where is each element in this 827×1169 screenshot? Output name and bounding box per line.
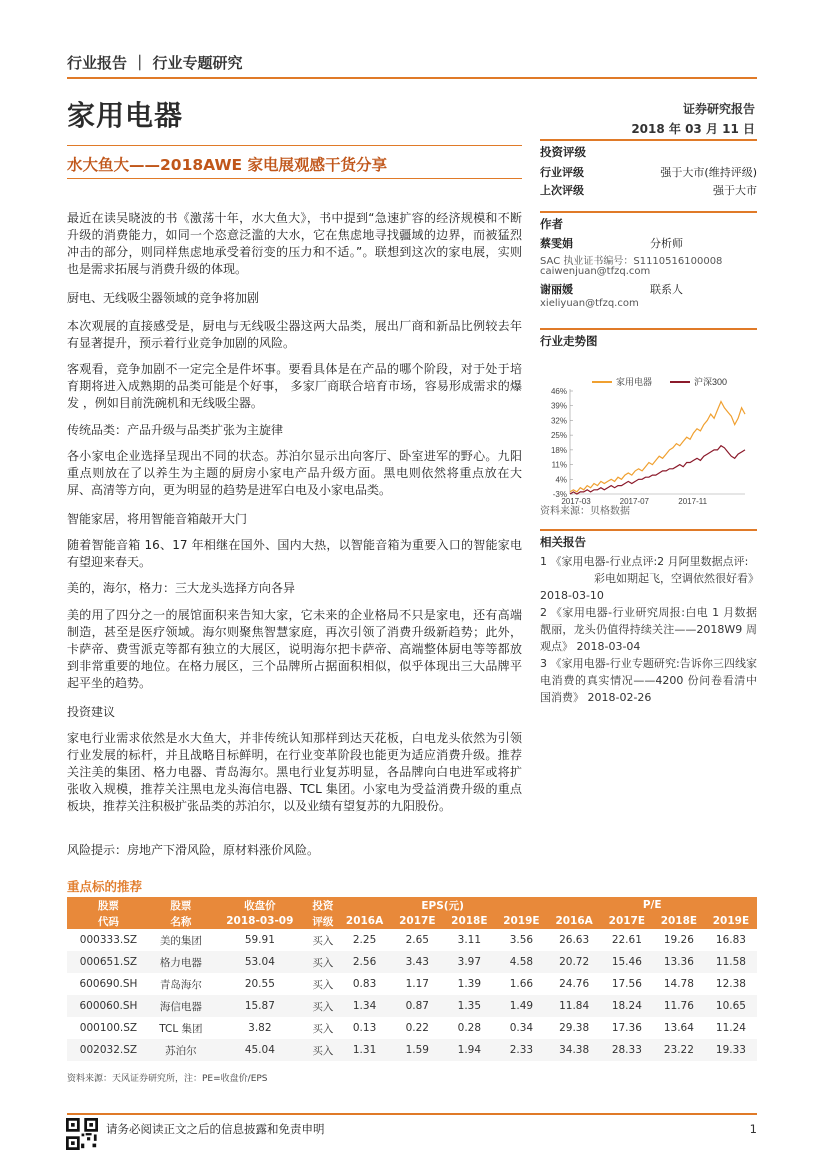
page-number: 1 bbox=[749, 1122, 757, 1136]
trend-chart bbox=[540, 351, 757, 506]
table-cell: 13.64 bbox=[663, 1022, 694, 1034]
section-traditional-p1: 各小家电企业选择呈现出不同的状态。苏泊尔显示出向客厅、卧室进军的野心。九阳重点则放在了以养生为主题的厨房小家电产品升级方面。黑电则依然将重点放在大屏、高清等方向，更为明显的趋势是进军白电及小家电品类。 bbox=[67, 449, 522, 497]
section-heading-leaders: 美的，海尔，格力：三大龙头选择方向各异 bbox=[67, 581, 296, 595]
table-cell: 2.65 bbox=[405, 934, 429, 946]
y-tick-label: 46% bbox=[550, 387, 567, 396]
section-heading-investment: 投资建议 bbox=[67, 705, 116, 719]
related-report-1-date: 2018-03-10 bbox=[540, 589, 604, 602]
table-cell: 海信电器 bbox=[150, 995, 212, 1017]
header-name: 名称 bbox=[150, 913, 212, 929]
table-row bbox=[67, 973, 757, 995]
table-cell: TCL 集团 bbox=[159, 1022, 203, 1035]
section-kitchen-p1: 本次观展的直接感受是，厨电与无线吸尘器这两大品类，展出厂商和新品比例较去年有显著提升，预示着行业竞争加剧的风险。 bbox=[67, 319, 522, 350]
author2-email[interactable]: xieliyuan@tfzq.com bbox=[540, 298, 639, 309]
table-cell: 3.82 bbox=[248, 1022, 272, 1034]
y-tick-label: 18% bbox=[550, 445, 567, 455]
table-cell: 15.87 bbox=[212, 995, 308, 1017]
table-cell: 12.38 bbox=[715, 978, 746, 990]
header-year: 2018E bbox=[653, 913, 705, 929]
author1-role: 分析师 bbox=[650, 237, 683, 250]
table-cell: 0.34 bbox=[509, 1022, 534, 1034]
table-cell: 20.72 bbox=[547, 951, 600, 973]
recommendation-table bbox=[67, 897, 757, 1061]
table-cell: 20.55 bbox=[244, 978, 275, 990]
table-cell: 0.22 bbox=[405, 1022, 429, 1034]
y-tick-label: 11% bbox=[551, 460, 567, 470]
header-stock-name: 股票 bbox=[150, 897, 212, 913]
report-title: 水大鱼大——2018AWE 家电展观感干货分享 bbox=[67, 156, 388, 174]
table-cell: 0.87 bbox=[391, 995, 443, 1017]
table-cell: 1.49 bbox=[495, 995, 547, 1017]
trend-box bbox=[540, 328, 757, 517]
table-cell: 0.28 bbox=[457, 1022, 482, 1034]
author-heading: 作者 bbox=[540, 211, 757, 232]
table-cell: 000100.SZ bbox=[79, 1022, 138, 1034]
section-investment-p1: 家电行业需求依然是水大鱼大，并非传统认知那样到达天花板，白电龙头依然为引领行业发展的标杆，并且战略目标鲜明，在行业变革阶段也能更为适应消费升级。推荐关注美的集团、格力电器、青岛海尔。黑电行业复苏明显，各品牌向白电进军或将扩张收入规模，推荐关注黑电龙头海信电器、TCL 集团。小家电为受益消费升级的重点板块，推荐关注积极扩张品类的苏泊尔，以及业绩有望复苏的九阳股份。 bbox=[67, 731, 522, 813]
related-report-1-sub[interactable]: 彩电如期起飞，空调依然很好看》 bbox=[594, 572, 759, 585]
section-heading-smart-home: 智能家居，将用智能音箱敲开大门 bbox=[67, 512, 248, 526]
table-cell: 24.76 bbox=[559, 978, 590, 990]
section-heading-traditional: 传统品类：产品升级与品类扩张为主旋律 bbox=[67, 423, 284, 437]
author1-name: 蔡雯娟 bbox=[540, 237, 573, 250]
intro-paragraph: 最近在读吴晓波的书《激荡十年，水大鱼大》，书中提到“急速扩容的经济规模和不断升级的消费能力，如同一个恣意泛滥的大水，它在焦虑地寻找疆域的边界，而被猛烈冲击的部分，则同样焦虑地承受着衍变的压力和不适。”。联想到这次的家电展，实则也是需求拓展与消费升级的体现。 bbox=[67, 211, 522, 276]
title-divider-top bbox=[67, 145, 522, 146]
table-cell: 1.34 bbox=[338, 995, 391, 1017]
table-cell: 53.04 bbox=[212, 951, 308, 973]
related-heading: 相关报告 bbox=[540, 529, 757, 550]
x-tick-label: 2017-11 bbox=[678, 497, 708, 506]
related-report-1[interactable]: 1 《家用电器-行业点评:2 月阿里数据点评: bbox=[540, 555, 749, 568]
table-cell: 002032.SZ bbox=[67, 1039, 150, 1061]
report-date: 2018 年 03 月 11 日 bbox=[631, 122, 755, 136]
table-cell: 000651.SZ bbox=[67, 951, 150, 973]
author2-name: 谢丽媛 bbox=[540, 283, 573, 296]
table-cell: 2.56 bbox=[338, 951, 391, 973]
table-cell: 2.25 bbox=[352, 934, 377, 946]
table-cell: 4.58 bbox=[495, 951, 547, 973]
table-row bbox=[67, 1039, 757, 1061]
header-year: 2019E bbox=[495, 913, 547, 929]
table-cell: 59.91 bbox=[244, 934, 275, 946]
qr-code-icon bbox=[66, 1118, 98, 1150]
table-header-row-2 bbox=[67, 913, 757, 929]
related-report-3[interactable]: 3 《家用电器-行业专题研究:告诉你三四线家电消费的真实情况——4200 份问卷看清中国消费》 2018-02-26 bbox=[540, 657, 757, 704]
table-source: 资料来源：天风证券研究所，注：PE=收盘价/EPS bbox=[67, 1074, 268, 1084]
table-cell: 买入 bbox=[308, 995, 338, 1017]
table-cell: 18.24 bbox=[601, 995, 653, 1017]
table-cell: 13.36 bbox=[653, 951, 705, 973]
table-cell: 1.31 bbox=[338, 1039, 391, 1061]
title-divider-bottom bbox=[67, 178, 522, 179]
header-rating-2: 评级 bbox=[308, 913, 338, 929]
table-cell: 0.13 bbox=[352, 1022, 377, 1034]
section-smart-home-p1: 随着智能音箱 16、17 年相继在国外、国内大热，以智能音箱为重要入口的智能家电有望迎来春天。 bbox=[67, 538, 522, 569]
industry-rating-label: 行业评级 bbox=[540, 166, 584, 179]
y-tick-label: 32% bbox=[550, 416, 567, 426]
y-tick-label: 25% bbox=[550, 431, 567, 441]
header-code: 代码 bbox=[67, 913, 150, 929]
header-divider bbox=[67, 77, 757, 79]
table-cell: 青岛海尔 bbox=[159, 978, 202, 991]
header-year: 2019E bbox=[705, 913, 757, 929]
related-report-2[interactable]: 2 《家用电器-行业研究周报:白电 1 月数据靓丽，龙头仍值得持续关注——2018W9 周观点》 2018-03-04 bbox=[540, 606, 757, 653]
x-tick-label: 2017-07 bbox=[619, 497, 650, 506]
table-cell: 11.24 bbox=[715, 1022, 746, 1034]
header-year: 2018E bbox=[443, 913, 495, 929]
table-cell: 3.56 bbox=[509, 934, 534, 946]
table-cell: 34.38 bbox=[547, 1039, 600, 1061]
author1-cert: SAC 执业证书编号：S1110516100008 bbox=[540, 256, 723, 267]
industry-rating-value: 强于大市(维持评级) bbox=[660, 166, 757, 179]
table-row bbox=[67, 951, 757, 973]
section-leaders-p1: 美的用了四分之一的展馆面积来告知大家，它未来的企业格局不只是家电，还有高端制造，甚至是医疗领域。海尔则聚焦智慧家庭，再次引领了消费升级新趋势；此外，卡萨帝、费雪派克等都有独立的大展区，说明海尔把卡萨帝、高端整体厨电等等都放到非常重要的地位。在格力展区，三个品牌所占据面积相似，似乎体现出三大品牌平起平坐的趋势。 bbox=[67, 608, 522, 690]
table-cell: 买入 bbox=[308, 1039, 338, 1061]
header-year: 2017E bbox=[601, 913, 653, 929]
table-cell: 1.94 bbox=[443, 1039, 495, 1061]
table-cell: 1.39 bbox=[457, 978, 482, 990]
sector-title: 家用电器 bbox=[67, 99, 184, 132]
table-cell: 2.33 bbox=[495, 1039, 547, 1061]
table-cell: 000333.SZ bbox=[79, 934, 138, 946]
header-pe: P/E bbox=[547, 897, 757, 913]
table-cell: 17.36 bbox=[611, 1022, 642, 1034]
table-cell: 苏泊尔 bbox=[150, 1039, 212, 1061]
table-cell: 11.58 bbox=[705, 951, 757, 973]
table-cell: 26.63 bbox=[559, 934, 590, 946]
author1-email[interactable]: caiwenjuan@tfzq.com bbox=[540, 266, 651, 277]
table-cell: 19.26 bbox=[663, 934, 694, 946]
table-cell: 买入 bbox=[312, 1022, 334, 1035]
header-year: 2016A bbox=[338, 913, 391, 929]
table-cell: 45.04 bbox=[212, 1039, 308, 1061]
table-cell: 14.78 bbox=[663, 978, 694, 990]
table-cell: 11.84 bbox=[547, 995, 600, 1017]
table-cell: 3.97 bbox=[443, 951, 495, 973]
header-stock: 股票 bbox=[67, 897, 150, 913]
table-cell: 22.61 bbox=[611, 934, 642, 946]
trend-heading: 行业走势图 bbox=[540, 328, 757, 349]
table-header-row-1 bbox=[67, 897, 757, 913]
table-cell: 买入 bbox=[312, 934, 334, 947]
table-cell: 美的集团 bbox=[159, 934, 202, 947]
table-row bbox=[67, 929, 757, 951]
y-tick-label: 39% bbox=[550, 401, 567, 411]
header-rating: 投资 bbox=[308, 897, 338, 913]
x-tick-label: 2017-03 bbox=[561, 497, 591, 506]
header-date: 2018-03-09 bbox=[212, 913, 308, 929]
author2-role: 联系人 bbox=[650, 283, 683, 296]
table-cell: 10.65 bbox=[705, 995, 757, 1017]
table-cell: 3.11 bbox=[457, 934, 482, 946]
rating-heading: 投资评级 bbox=[540, 139, 757, 160]
table-cell: 1.59 bbox=[391, 1039, 443, 1061]
author-box bbox=[540, 211, 757, 312]
table-cell: 28.33 bbox=[601, 1039, 653, 1061]
series-line-hs300 bbox=[570, 446, 745, 494]
header-price: 收盘价 bbox=[212, 897, 308, 913]
table-cell: 买入 bbox=[308, 951, 338, 973]
related-reports bbox=[540, 529, 757, 706]
table-cell: 买入 bbox=[312, 978, 334, 991]
last-rating-value: 强于大市 bbox=[713, 184, 757, 197]
table-cell: 15.46 bbox=[601, 951, 653, 973]
table-cell: 23.22 bbox=[653, 1039, 705, 1061]
y-tick-label: -3% bbox=[552, 490, 567, 499]
table-cell: 1.66 bbox=[509, 978, 534, 990]
table-row bbox=[67, 995, 757, 1017]
table-cell: 19.33 bbox=[705, 1039, 757, 1061]
legend-label: 家用电器 bbox=[616, 377, 653, 387]
y-tick-label: 4% bbox=[555, 475, 567, 485]
table-cell: 600060.SH bbox=[67, 995, 150, 1017]
table-cell: 600690.SH bbox=[79, 978, 138, 990]
table-title: 重点标的推荐 bbox=[67, 879, 143, 894]
chart-source: 资料来源：贝格数据 bbox=[540, 506, 630, 517]
series-line-home-appliance bbox=[570, 402, 745, 492]
header-year: 2016A bbox=[547, 913, 600, 929]
table-cell: 29.38 bbox=[559, 1022, 590, 1034]
last-rating-label: 上次评级 bbox=[540, 184, 584, 197]
section-kitchen-p2: 客观看，竞争加剧不一定完全是件坏事。要看具体是在产品的哪个阶段，对于处于培育期将进入成熟期的品类可能是个好事， 多家厂商联合培育市场，容易形成需求的爆发 ，例如目前洗碗机和无线吸尘器。 bbox=[67, 362, 522, 410]
legend-label: 沪深300 bbox=[694, 377, 728, 387]
report-type: 行业报告 ｜ 行业专题研究 bbox=[67, 54, 243, 72]
header-eps: EPS(元) bbox=[338, 897, 548, 913]
table-cell: 17.56 bbox=[611, 978, 642, 990]
table-cell: 16.83 bbox=[715, 934, 746, 946]
table-cell: 11.76 bbox=[653, 995, 705, 1017]
section-heading-kitchen: 厨电、无线吸尘器领域的竞争将加剧 bbox=[67, 291, 260, 305]
footer-divider bbox=[67, 1113, 757, 1115]
table-row bbox=[67, 1017, 757, 1039]
rating-box bbox=[540, 139, 757, 200]
header-year: 2017E bbox=[391, 913, 443, 929]
risk-warning: 风险提示：房地产下滑风险，原材料涨价风险。 bbox=[67, 843, 320, 857]
table-cell: 3.43 bbox=[391, 951, 443, 973]
footer-disclaimer: 请务必阅读正文之后的信息披露和免责申明 bbox=[106, 1122, 325, 1136]
report-kind: 证券研究报告 bbox=[682, 102, 755, 116]
table-cell: 0.83 bbox=[352, 978, 377, 990]
table-cell: 1.35 bbox=[443, 995, 495, 1017]
table-cell: 格力电器 bbox=[150, 951, 212, 973]
table-cell: 1.17 bbox=[405, 978, 429, 990]
